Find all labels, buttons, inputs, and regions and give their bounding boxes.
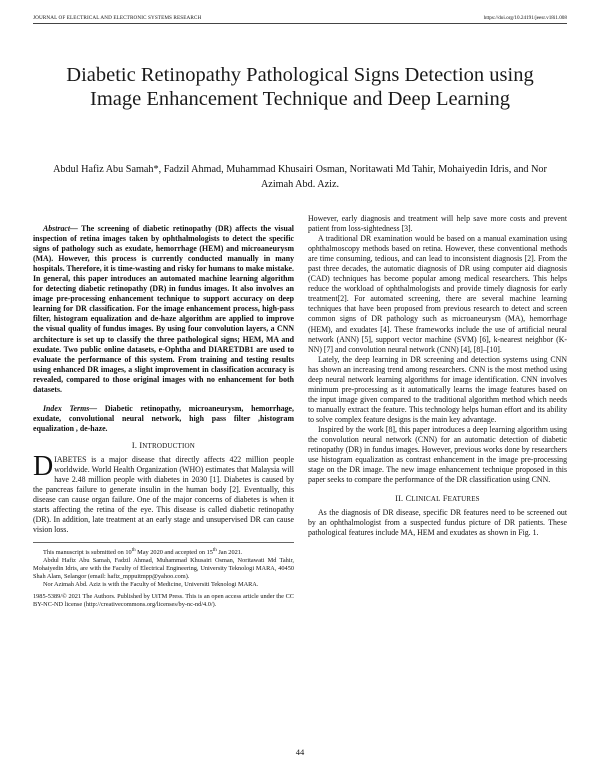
author-list [40,162,560,192]
abstract [33,224,294,395]
page-number: 44 [295,747,305,757]
abstract-label: Abstract— [43,224,78,233]
doi-link[interactable]: https://doi.org/10.24191/jeesr.v18i1.008 [483,15,567,21]
section-numeral: I. [131,440,138,450]
footnote-divider [33,542,294,543]
paragraph-clinical: As the diagnosis of DR disease, specific DR features need to be screened out by an ophthalmologist from a suspected fundus picture of DR patients. These pathological features include MA, HEM and exudates as shown in Fig. 1. [308,508,567,538]
header-divider [33,23,567,24]
drop-cap: D [33,450,54,482]
section-rest: NTRODUCTION [142,441,196,450]
fn-submitted-pre: This manuscript is submitted on 10 [43,549,132,557]
fn-sup1: th [131,548,136,554]
section-heading-clinical-features [308,494,567,504]
footnote-affiliation-2: Nor Azimah Abd. Aziz is with the Faculty of Medicine, Universiti Teknologi MARA. [43,581,259,589]
fn-submitted-post: Jan 2021. [216,549,243,557]
footnote-submission [33,547,294,557]
footnote-affiliation-1: Abdul Hafiz Abu Samah, Fadzil Ahmad, Muhammad Khusairi Osman, Noritawati Md Tahir, Mohaiyedin Idris, are with the Faculty of Electrical Engineering, University Teknologi MARA, 40450 Shah Alam, Selangor (email: hafiz_mppuitmpp@yahoo.com). [33,557,294,581]
section2-f-initial: F [442,494,448,504]
section2-c-initial: C [405,494,412,504]
paragraph-deep-learning: Lately, the deep learning in DR screening and detection systems using CNN has shown an increasing trend among researchers. CNN is the most method using deep neural network learning algorithms for image identification. CNN involves minimum pre-processing as it automatically learns the image features based on the input image given compared to the traditional algorithm method which needs to manually extract the feature. This technology helps human effort and its ability to solve complex feature designs is the main key advantage. [308,354,567,424]
fn-sup2: th [212,548,217,554]
section2-f-rest: EATURES [447,495,480,504]
index-terms-text: Diabetic retinopathy, microaneurysm, hemorrhage, exudate, convolutional neural network, high pass filter ,histogram equalization , de-haze. [33,403,294,433]
intro-text: IABETES is a major disease that directly affects 422 million people worldwide. World Health Organization (WHO) estimates that Malaysia will have 2.48 million people with diabetes in 2030 [1]. Diabetes is caused by the pancreas failure to generate insulin in the human body [2]. Eventually, this disease can cause organ failure. One of the major concerns of diabetes is when it starts affecting the retina of the eye. This disease is called diabetic retinopathy (DR). In addition, late treatment at an early stage and unsupervised DR can cause vision loss. [33,454,294,535]
right-column [308,214,567,538]
journal-name: JOURNAL OF ELECTRICAL AND ELECTRONIC SYSTEMS RESEARCH [33,15,202,21]
section2-c-rest: LINICAL [411,495,441,504]
fn-submitted-mid: May 2020 and accepted on 15 [135,549,213,557]
paper-title: Diabetic Retinopathy Pathological Signs Detection using Image Enhancement Technique and Deep Learning [66,64,534,110]
section-heading-introduction [33,441,294,451]
footnote-copyright: 1985-5389/© 2021 The Authors. Published by UiTM Press. This is an open access article under the CC BY-NC-ND license (http://creativecommons.org/licenses/by-nc-nd/4.0/). [33,593,294,609]
index-terms-label: Index Terms— [43,403,98,413]
paragraph-traditional-exam: A traditional DR examination would be based on a manual examination using ophthalmoscopy methods based on retina. However, these conventional methods are time consuming, tedious, and can lead to inconsistent diagnosis [2]. From the past three decades, the automatic diagnosis of DR using computer aid diagnosis (CAD) techniques has become popular among medical researchers. This helps reduce the workload of ophthalmologists and provide timely diagnosis for early treatment[2]. For automated screening, there are several machine learning techniques that have been proposed from previous research to detect and screen common signs of DR pathology such as microaneurysm (MA), hemorrhage (HEM), and exudates [4]. These frameworks include the use of artificial neural network (ANN) [5], support vector machine (SVM) [6], k-nearest neighbor (K-NN) [7] and convolution neural network (CNN) [4], [8]–[10]. [308,234,567,354]
authors-text: Abdul Hafiz Abu Samah*, Fadzil Ahmad, Muhammad Khusairi Osman, Noritawati Md Tahir, Mohaiyedin Idris, and Nor Azimah Abd. Aziz. [53,164,547,190]
paragraph-early-diagnosis: However, early diagnosis and treatment will help save more costs and prevent patient from loss-sightedness [3]. [308,214,567,234]
section2-numeral: II. [395,494,404,504]
intro-paragraph [33,450,294,535]
left-column [33,224,294,609]
section-initial: I [139,440,143,450]
index-terms [33,404,294,434]
paragraph-inspired: Inspired by the work [8], this paper introduces a deep learning algorithm using the convolution neural network (CNN) for an automatic detection of diabetic retinopathy (DR) in fundus images. However, previous works done by researchers use histogram equalization as contrast enhancement in the image pre-processing stage on the DR image. The new image enhancement technique proposed in this paper seeks to compare the performance of the DR classification using CNN. [308,424,567,485]
abstract-text: The screening of diabetic retinopathy (DR) affects the visual inspection of retina images taken by ophthalmologists to detect the specific signs of pathology such as exudate, hemorrhage (HEM) and microaneurysm (MA). However, this process is currently conducted manually in many hospitals. Therefore, it is time-wasting and risky for humans to make mistake. In general, this paper introduces an automated machine learning algorithm for detecting diabetic retinopathy (DR) in fundus images. It also involves an image pre-processing enhancement technique to support accuracy on deep learning for DR classification. For the image enhancement process, high-pass filter, histogram equalization and de-haze algorithm are applied to improve the visual quality of fundus images. By using four convolution layers, a CNN architecture is set up to classify the three pathological signs; HEM, MA and exudate. Two public online datasets, e-Ophtha and DIARETDB1 are used to evaluate the performance of this system. From training and testing results using enhanced DR images, a slight improvement in classification accuracy is revealed, compared to those original images with no enhancement for both datasets. [33,224,294,394]
